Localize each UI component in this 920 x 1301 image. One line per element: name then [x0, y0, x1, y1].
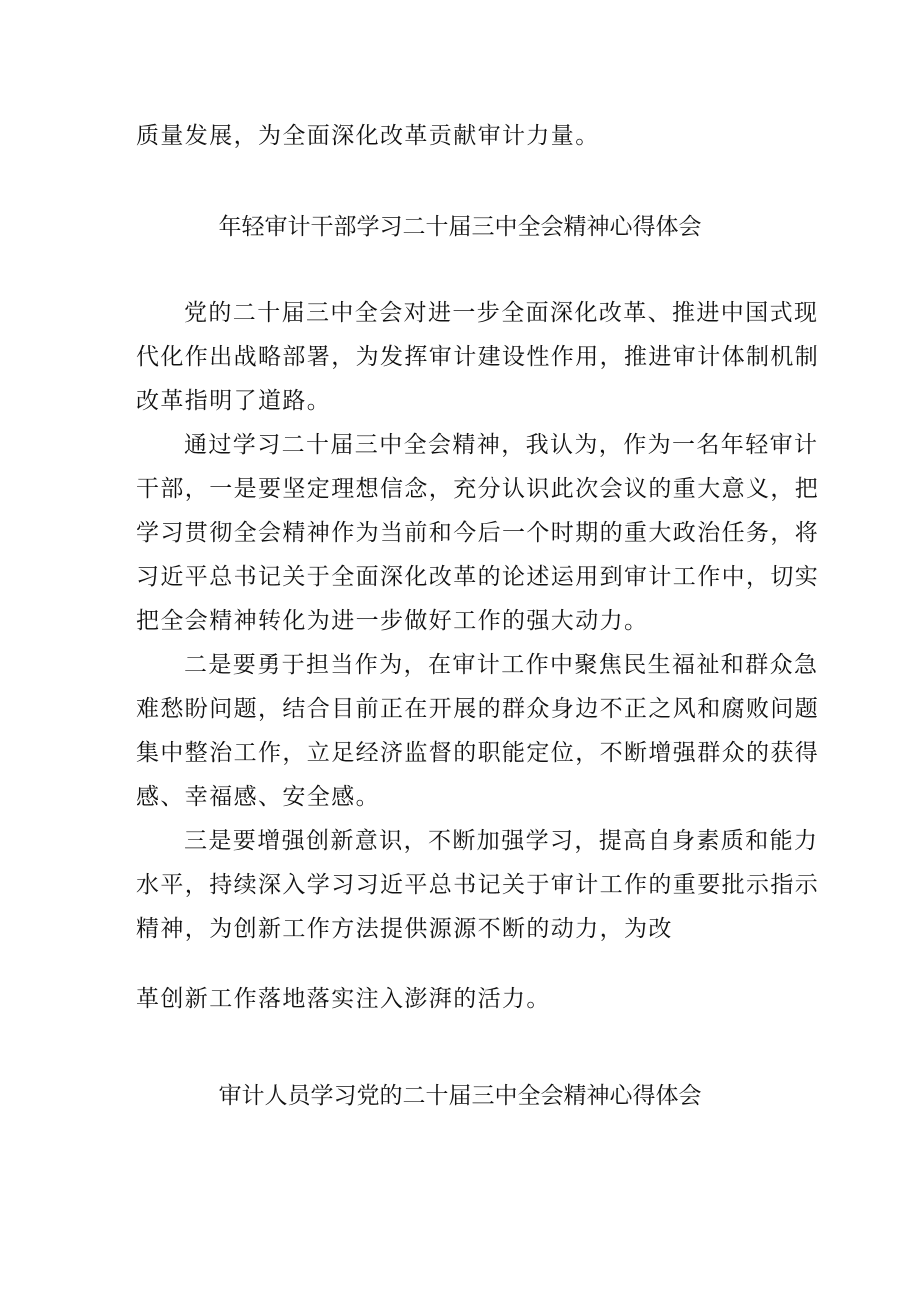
article1-line-12: 感、幸福感、安全感。 [136, 784, 380, 810]
article1-line-15: 精神，为创新工作方法提供源源不断的动力，为改 [136, 916, 673, 942]
article1-line-4: 通过学习二十届三中全会精神，我认为，作为一名年轻审计 [184, 432, 819, 458]
article1-line-16: 革创新工作落地落实注入澎湃的活力。 [136, 986, 551, 1012]
article1-line-11: 集中整治工作，立足经济监督的职能定位，不断增强群众的获得 [136, 740, 820, 766]
article1-line-1: 党的二十届三中全会对进一步全面深化改革、推进中国式现 [184, 300, 819, 326]
article1-line-7: 习近平总书记关于全面深化改革的论述运用到审计工作中，切实 [136, 564, 820, 590]
article2-title: 审计人员学习党的二十届三中全会精神心得体会 [218, 1083, 702, 1109]
article1-line-5: 干部，一是要坚定理想信念，充分认识此次会议的重大意义，把 [136, 476, 820, 502]
article1-line-6: 学习贯彻全会精神作为当前和今后一个时期的重大政治任务，将 [136, 520, 820, 546]
article1-line-13: 三是要增强创新意识，不断加强学习，提高自身素质和能力 [184, 828, 819, 854]
article1-line-2: 代化作出战略部署，为发挥审计建设性作用，推进审计体制机制 [136, 344, 820, 370]
article1-line-8: 把全会精神转化为进一步做好工作的强大动力。 [136, 608, 649, 634]
article1-line-14: 水平，持续深入学习习近平总书记关于审计工作的重要批示指示 [136, 872, 820, 898]
article1-line-9: 二是要勇于担当作为，在审计工作中聚焦民生福祉和群众急 [184, 652, 819, 678]
article1-line-10: 难愁盼问题，结合目前正在开展的群众身边不正之风和腐败问题 [136, 696, 820, 722]
article1-line-3: 改革指明了道路。 [136, 388, 332, 414]
intro-tail-line: 质量发展，为全面深化改革贡献审计力量。 [136, 123, 600, 149]
article1-title: 年轻审计干部学习二十届三中全会精神心得体会 [218, 214, 702, 240]
